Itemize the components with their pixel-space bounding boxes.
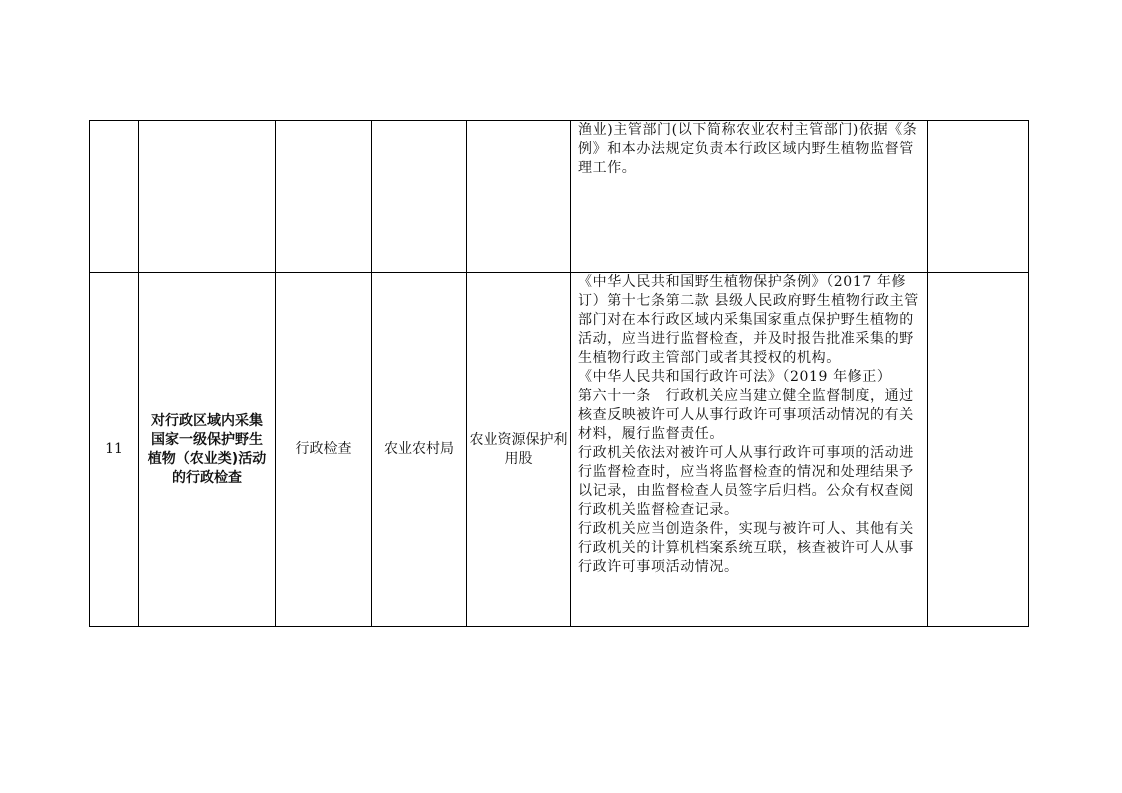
unit-cell: 农业资源保护利用股 [467, 273, 571, 627]
department-cell [372, 121, 467, 273]
basis-paragraph: 《中华人民共和国野生植物保护条例》（2017 年修订）第十七条第二款 县级人民政府野生植物行政主管部门对在本行政区域内采集国家重点保护野生植物的活动，应当进行监督检查，并及时报告批准采集的野生植物行政主管部门或者其授权的机构。 [578, 274, 919, 366]
table-row-continuation [90, 121, 1029, 273]
table-row-11 [90, 273, 1029, 627]
seq-cell [90, 121, 139, 273]
remark-cell [928, 273, 1029, 627]
item-name-cell: 对行政区域内采集国家一级保护野生植物（农业类)活动的行政检查 [139, 273, 276, 627]
basis-paragraph: 行政机关依法对被许可人从事行政许可事项的活动进行监督检查时，应当将监督检查的情况和处理结果予以记录，由监督检查人员签字后归档。公众有权查阅行政机关监督检查记录。 [578, 445, 914, 518]
basis-paragraph: 渔业)主管部门(以下简称农业农村主管部门)依据《条例》和本办法规定负责本行政区域内野生植物监督管理工作。 [578, 122, 918, 176]
basis-paragraph: 《中华人民共和国行政许可法》（2019 年修正） [578, 369, 892, 385]
basis-cell [571, 121, 928, 273]
basis-paragraph: 行政机关应当创造条件，实现与被许可人、其他有关行政机关的计算机档案系统互联，核查被许可人从事行政许可事项活动情况。 [578, 521, 914, 575]
item-name-cell [139, 121, 276, 273]
basis-cell [571, 273, 928, 627]
category-cell: 行政检查 [276, 273, 372, 627]
seq-cell: 11 [90, 273, 139, 627]
department-cell: 农业农村局 [372, 273, 467, 627]
remark-cell [928, 121, 1029, 273]
category-cell [276, 121, 372, 273]
power-list-table [89, 120, 1029, 627]
unit-cell [467, 121, 571, 273]
basis-paragraph: 第六十一条 行政机关应当建立健全监督制度，通过核查反映被许可人从事行政许可事项活动情况的有关材料，履行监督责任。 [578, 388, 914, 442]
